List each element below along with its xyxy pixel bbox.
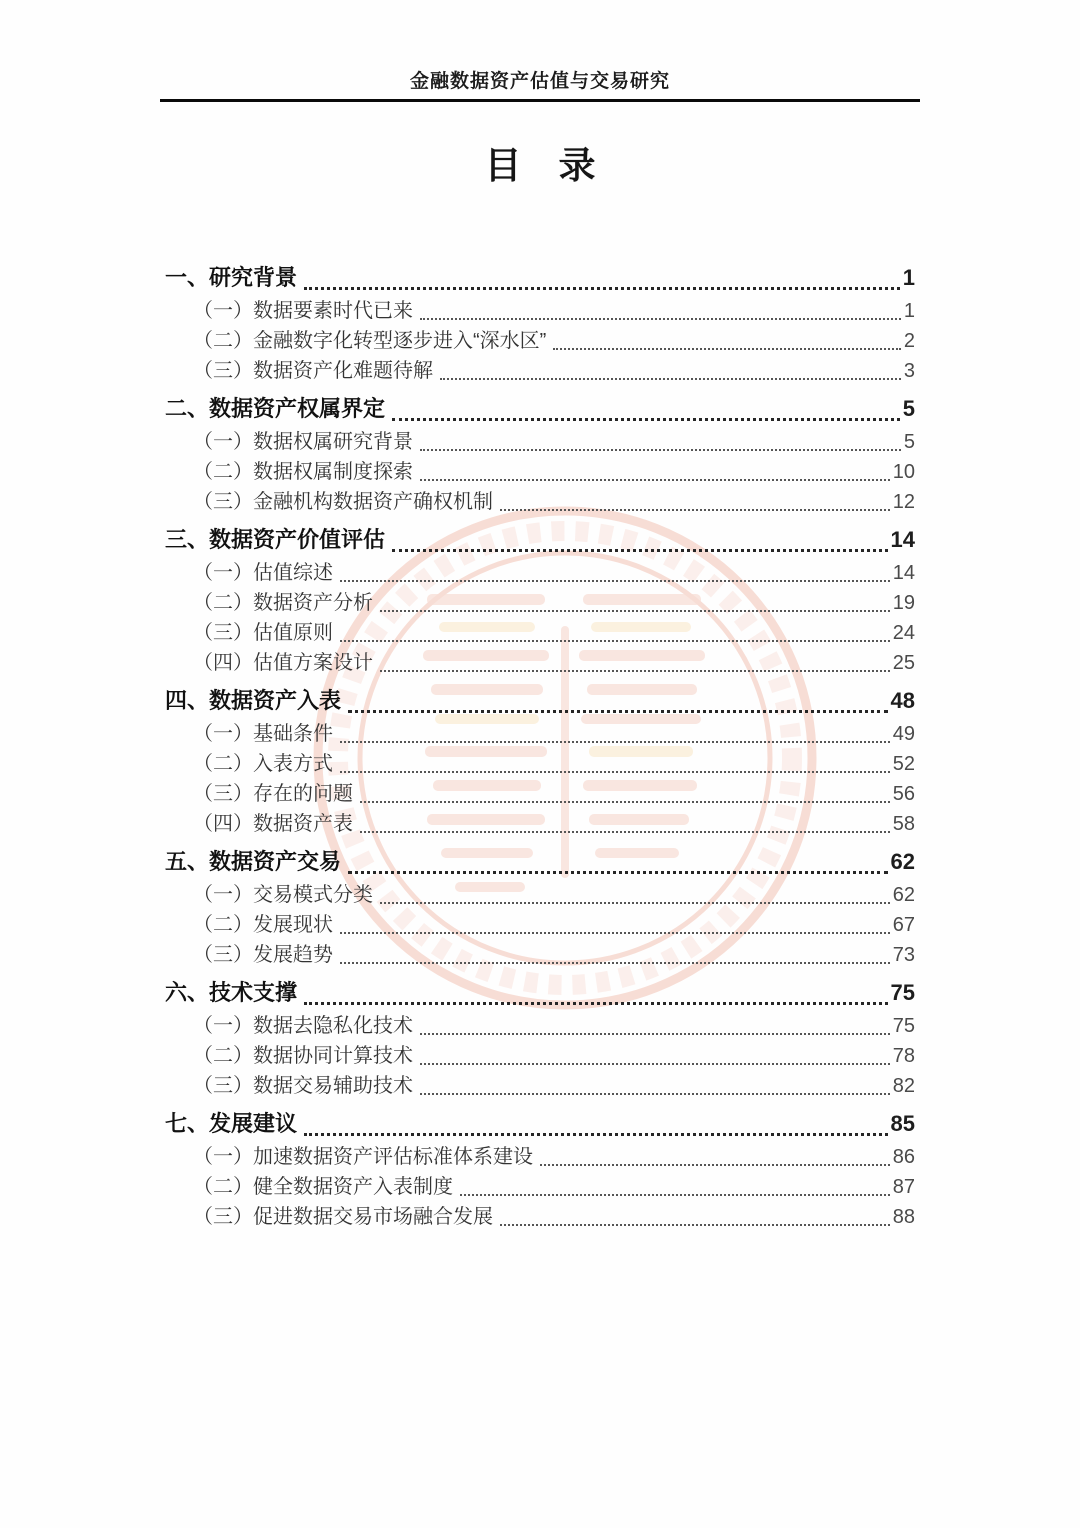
toc-entry-label: （三）发展趋势 [193,944,333,966]
dot-leader [340,580,890,582]
toc-entry [165,1041,915,1071]
page-title: 目 录 [484,145,596,186]
toc-entry-page: 87 [892,1176,915,1198]
toc-section-heading [165,683,915,719]
toc-entry-label: （二）金融数字化转型逐步进入“深水区” [193,330,547,352]
toc-entry-page: 1 [903,300,915,322]
running-title: 金融数据资产估值与交易研究 [160,66,920,102]
toc-entry-label: （三）数据交易辅助技术 [193,1075,413,1097]
toc-entry [165,1172,915,1202]
dot-leader [440,378,901,380]
toc-entry-page: 49 [892,723,915,745]
toc-entry-page: 67 [892,914,915,936]
toc-entry-label: （三）金融机构数据资产确权机制 [193,491,493,513]
toc-entry-label: （一）估值综述 [193,562,333,584]
toc-section-heading [165,1106,915,1142]
toc-entry-label: （一）交易模式分类 [193,884,373,906]
dot-leader [500,1224,890,1226]
toc-entry-page: 3 [903,360,915,382]
dot-leader [420,479,890,481]
toc-entry [165,1202,915,1232]
toc-entry-label: （一）基础条件 [193,723,333,745]
toc-entry [165,618,915,648]
toc-entry-label: （一）数据要素时代已来 [193,300,413,322]
toc-entry-label: 六、技术支撑 [165,980,298,1005]
toc-entry [165,326,915,356]
dot-leader [360,801,890,803]
toc-entry [165,779,915,809]
toc-entry [165,940,915,970]
toc-entry-label: （三）数据资产化难题待解 [193,360,433,382]
toc-entry-label: （二）入表方式 [193,753,333,775]
dot-leader [553,348,901,350]
toc-entry [165,588,915,618]
toc-entry-label: （二）健全数据资产入表制度 [193,1176,453,1198]
dot-leader [392,418,900,421]
toc-section [165,522,915,678]
toc-entry-page: 78 [892,1045,915,1067]
toc-entry-page: 62 [892,884,915,906]
toc-entry-page: 14 [892,562,915,584]
toc-entry-label: 五、数据资产交易 [165,849,342,874]
toc-section-heading [165,975,915,1011]
toc-entry [165,296,915,326]
toc-entry-page: 85 [890,1111,915,1136]
toc-entry-label: （二）数据权属制度探索 [193,461,413,483]
toc-entry-page: 12 [892,491,915,513]
toc-section [165,391,915,517]
toc-entry-label: （四）数据资产表 [193,813,353,835]
dot-leader [304,287,900,290]
dot-leader [340,932,890,934]
toc-entry-label: （一）数据权属研究背景 [193,431,413,453]
toc-entry-label: （二）数据资产分析 [193,592,373,614]
toc-entry-label: （二）发展现状 [193,914,333,936]
dot-leader [460,1194,890,1196]
dot-leader [340,771,890,773]
toc-entry-page: 10 [892,461,915,483]
toc-entry [165,457,915,487]
toc-entry-page: 86 [892,1146,915,1168]
dot-leader [348,871,888,874]
toc-entry-page: 25 [892,652,915,674]
toc-entry [165,719,915,749]
toc-entry [165,1011,915,1041]
dot-leader [420,1063,890,1065]
toc-entry-page: 1 [902,265,915,290]
toc-entry [165,1142,915,1172]
toc-entry [165,880,915,910]
toc-section [165,844,915,970]
dot-leader [304,1002,888,1005]
toc-entry-page: 14 [890,527,915,552]
dot-leader [500,509,890,511]
dot-leader [380,902,890,904]
toc-entry-page: 5 [903,431,915,453]
dot-leader [420,1093,890,1095]
toc-entry-page: 52 [892,753,915,775]
table-of-contents [165,260,915,1232]
toc-entry-page: 24 [892,622,915,644]
dot-leader [340,962,890,964]
toc-section-heading [165,844,915,880]
toc-entry [165,558,915,588]
toc-entry-label: 一、研究背景 [165,265,298,290]
toc-entry-page: 82 [892,1075,915,1097]
toc-entry-page: 88 [892,1206,915,1228]
toc-entry-label: 四、数据资产入表 [165,688,342,713]
dot-leader [420,449,901,451]
toc-entry-page: 56 [892,783,915,805]
toc-entry [165,487,915,517]
toc-entry-label: （三）存在的问题 [193,783,353,805]
toc-entry-label: （三）促进数据交易市场融合发展 [193,1206,493,1228]
toc-entry-page: 48 [890,688,915,713]
dot-leader [380,610,890,612]
toc-entry [165,749,915,779]
toc-entry-page: 19 [892,592,915,614]
toc-section-heading [165,391,915,427]
toc-entry-page: 5 [902,396,915,421]
dot-leader [420,1033,890,1035]
dot-leader [420,318,901,320]
toc-entry-label: （二）数据协同计算技术 [193,1045,413,1067]
toc-section-heading [165,522,915,558]
toc-entry [165,356,915,386]
dot-leader [540,1164,890,1166]
dot-leader [392,549,888,552]
toc-entry [165,809,915,839]
toc-entry [165,1071,915,1101]
dot-leader [360,831,890,833]
dot-leader [380,670,890,672]
toc-section-heading [165,260,915,296]
toc-entry-label: （一）加速数据资产评估标准体系建设 [193,1146,533,1168]
dot-leader [304,1133,888,1136]
dot-leader [340,640,890,642]
toc-entry-label: 二、数据资产权属界定 [165,396,386,421]
toc-entry [165,427,915,457]
toc-entry-page: 73 [892,944,915,966]
toc-entry-page: 62 [890,849,915,874]
toc-entry-page: 58 [892,813,915,835]
dot-leader [340,741,890,743]
toc-entry-label: （四）估值方案设计 [193,652,373,674]
toc-entry-page: 2 [903,330,915,352]
toc-entry-label: 三、数据资产价值评估 [165,527,386,552]
toc-entry-page: 75 [892,1015,915,1037]
toc-entry-label: （三）估值原则 [193,622,333,644]
toc-section [165,1106,915,1232]
toc-entry-label: （一）数据去隐私化技术 [193,1015,413,1037]
toc-section [165,260,915,386]
toc-entry [165,648,915,678]
toc-entry-label: 七、发展建议 [165,1111,298,1136]
toc-entry-page: 75 [890,980,915,1005]
dot-leader [348,710,888,713]
toc-entry [165,910,915,940]
toc-section [165,975,915,1101]
toc-section [165,683,915,839]
